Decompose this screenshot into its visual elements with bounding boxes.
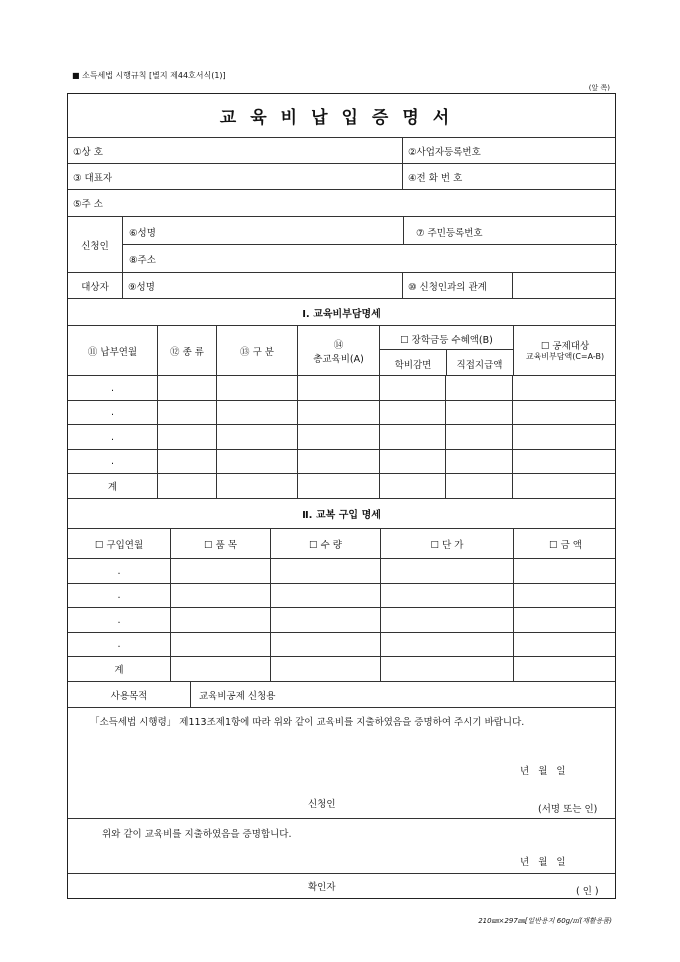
table-row: . — [68, 559, 615, 584]
applicant-label: 신청인 — [68, 217, 123, 272]
table-row: . — [68, 633, 615, 657]
statement-block — [68, 708, 615, 819]
applicant-name-field[interactable]: ⑥성명 — [129, 228, 156, 239]
target-row — [68, 273, 615, 299]
applicant-address-field[interactable]: ⑧주소 — [129, 255, 156, 266]
applicant-signature-label: 신청인 — [308, 799, 336, 810]
purpose-value: 교육비공제 신청용 — [199, 690, 276, 702]
col-amount: ☐ 금 액 — [549, 539, 582, 551]
confirmer-label: 확인자 — [308, 882, 336, 893]
col-payment-month: ⑪ 납부연월 — [68, 326, 158, 375]
section2-title-row — [68, 499, 615, 529]
form-reference-note: ■ 소득세법 시행규칙 [별지 제44호서식(1)] — [72, 71, 226, 80]
business-name-row — [68, 138, 615, 164]
target-name-field[interactable]: ⑨성명 — [123, 273, 403, 298]
confirmer-seal[interactable]: ( 인 ) — [576, 886, 599, 897]
certificate-form — [67, 93, 616, 899]
signature-note[interactable]: (서명 또는 인) — [538, 804, 598, 815]
confirmation-text: 위와 같이 교육비를 지출하였음을 증명합니다. — [102, 829, 292, 840]
phone-number-field[interactable]: ④전 화 번 호 — [408, 172, 463, 184]
col-purchase-month: ☐ 구입연월 — [68, 529, 171, 558]
section1-title: Ⅰ. 교육비부담명세 — [302, 308, 381, 320]
total-label: 계 — [68, 657, 171, 681]
table-row: . — [68, 401, 615, 425]
total-label: 계 — [68, 474, 158, 498]
front-side-label: (앞 쪽) — [588, 84, 610, 92]
col-deductible-label: ☐ 공제대상 — [540, 341, 590, 352]
col-item: ☐ 품 목 — [171, 529, 271, 558]
table-row: . — [68, 584, 615, 608]
section2-title: Ⅱ. 교복 구입 명세 — [302, 510, 381, 521]
representative-field[interactable]: ③ 대표자 — [68, 164, 403, 189]
representative-row — [68, 164, 615, 190]
business-name-field[interactable]: ①상 호 — [68, 138, 403, 163]
title-row — [68, 94, 615, 138]
col-direct-payment: 직접지급액 — [456, 360, 503, 371]
col-unit-price: ☐ 단 가 — [381, 529, 514, 558]
col-total-education-cost: ⑭ 총교육비(A) — [298, 326, 380, 375]
relationship-label: ⑩ 신청인과의 관계 — [403, 273, 513, 298]
table-row: . — [68, 608, 615, 633]
section1-title-row — [68, 299, 615, 326]
col-tuition-reduction: 학비감면 — [394, 360, 432, 371]
confirmation-block — [68, 819, 615, 874]
col-category: ⑬ 구 분 — [217, 326, 298, 375]
purpose-label: 사용목적 — [68, 682, 191, 707]
address-row — [68, 190, 615, 217]
col-type: ⑫ 종 류 — [158, 326, 217, 375]
confirmer-row — [68, 874, 615, 898]
address-field[interactable]: ⑤주 소 — [73, 199, 103, 210]
applicant-resident-number-field[interactable]: ⑦ 주민등록번호 — [416, 228, 483, 239]
col-scholarship: ☐ 장학금등 수혜액(B) — [400, 335, 493, 346]
table-row: . — [68, 450, 615, 474]
table-total-row — [68, 657, 615, 682]
table-total-row — [68, 474, 615, 499]
business-reg-number-field[interactable]: ②사업자등록번호 — [408, 146, 481, 158]
confirmation-date[interactable]: 년 월 일 — [520, 857, 566, 868]
col-quantity: ☐ 수 량 — [271, 529, 381, 558]
table-row: . — [68, 425, 615, 450]
applicant-block — [68, 217, 615, 273]
section2-header — [68, 529, 615, 559]
relationship-input[interactable] — [513, 273, 617, 298]
form-title: 교육비납입증명서 — [219, 108, 464, 128]
target-label: 대상자 — [68, 273, 123, 298]
paper-spec-note: 210㎜×297㎜[일반용지 60g/㎡(재활용품) — [478, 917, 612, 925]
statement-text: 「소득세법 시행령」 제113조제1항에 따라 위와 같이 교육비를 지출하였음을 증명하여 주시기 바랍니다. — [90, 717, 525, 728]
table-row: . — [68, 376, 615, 401]
statement-date[interactable]: 년 월 일 — [520, 766, 566, 777]
purpose-row — [68, 682, 615, 708]
section1-header — [68, 326, 615, 376]
col-deductible-amount: 교육비부담액(C=A-B) — [525, 352, 605, 361]
